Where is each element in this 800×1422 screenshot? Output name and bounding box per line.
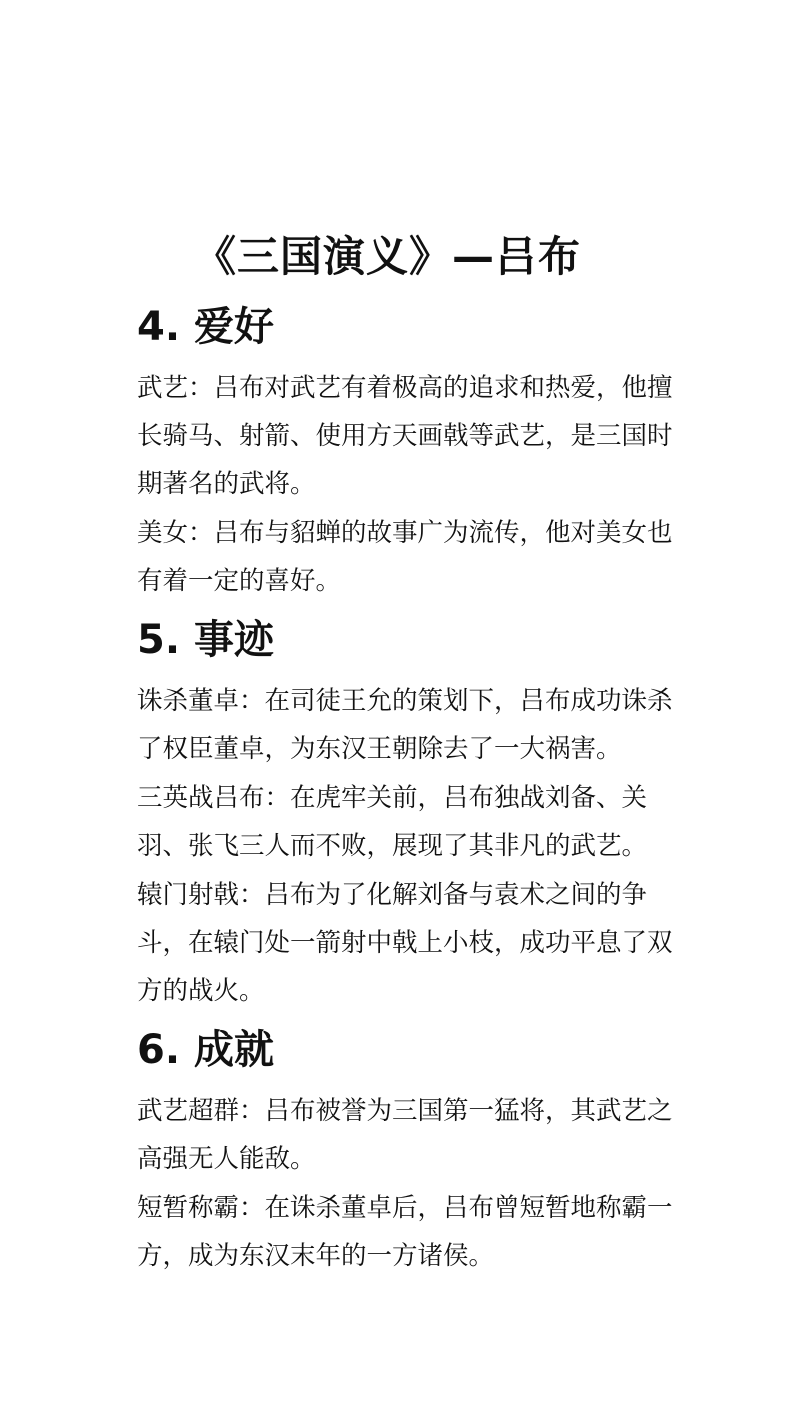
section-deeds bbox=[137, 613, 677, 1015]
section-hobbies bbox=[137, 300, 677, 605]
document-body bbox=[137, 300, 677, 1288]
section-achievements bbox=[137, 1023, 677, 1280]
paragraph: 武艺：吕布对武艺有着极高的追求和热爱，他擅长骑马、射箭、使用方天画戟等武艺，是三国时期著名的武将。 bbox=[137, 373, 673, 499]
paragraph: 武艺超群：吕布被誉为三国第一猛将，其武艺之高强无人能敌。 bbox=[137, 1096, 673, 1174]
paragraph: 美女：吕布与貂蝉的故事广为流传，他对美女也有着一定的喜好。 bbox=[137, 518, 673, 596]
paragraph: 诛杀董卓：在司徒王允的策划下，吕布成功诛杀了权臣董卓，为东汉王朝除去了一大祸害。 bbox=[137, 686, 673, 764]
section-heading: 6. 成就 bbox=[137, 1027, 274, 1073]
paragraph: 短暂称霸：在诛杀董卓后，吕布曾短暂地称霸一方，成为东汉末年的一方诸侯。 bbox=[137, 1193, 673, 1271]
section-heading: 4. 爱好 bbox=[137, 304, 274, 350]
paragraph: 辕门射戟：吕布为了化解刘备与袁术之间的争斗，在辕门处一箭射中戟上小枝，成功平息了双方的战火。 bbox=[137, 880, 673, 1006]
section-heading: 5. 事迹 bbox=[137, 617, 274, 663]
document-title: 《三国演义》—吕布 bbox=[193, 232, 581, 281]
paragraph: 三英战吕布：在虎牢关前，吕布独战刘备、关羽、张飞三人而不败，展现了其非凡的武艺。 bbox=[137, 783, 648, 861]
